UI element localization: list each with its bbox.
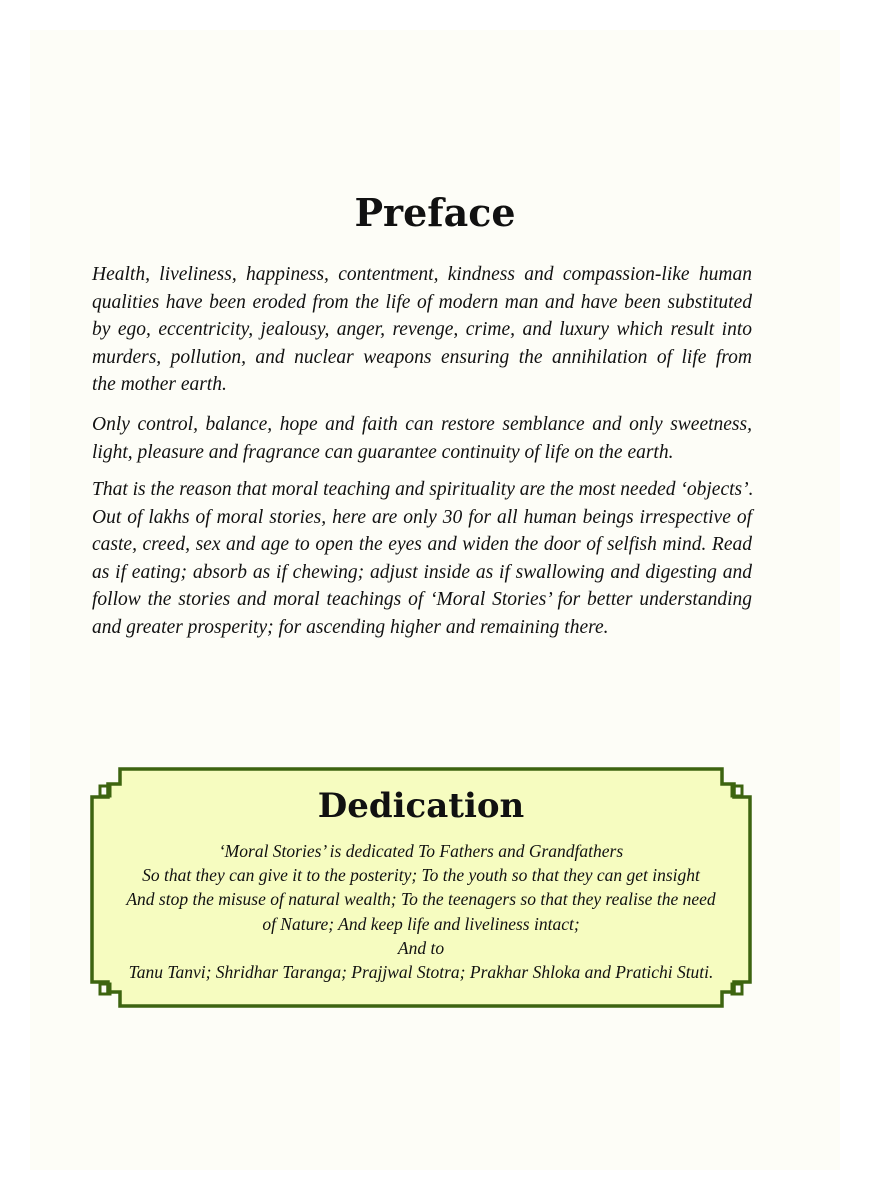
dedication-line: ‘Moral Stories’ is dedicated To Fathers and Grandfathers <box>218 841 624 861</box>
preface-paragraph-3 <box>92 476 752 642</box>
dedication-line: of Nature; And keep life and liveliness intact; <box>262 913 580 934</box>
preface-paragraph-2 <box>92 411 752 466</box>
preface-title: Preface <box>354 190 516 235</box>
text-line: Out of lakhs of moral stories, here are only 30 for all human beings irrespective of <box>92 506 752 528</box>
preface-paragraph-1 <box>92 261 752 399</box>
text-line: Only control, balance, hope and faith can restore semblance and only sweetness, <box>92 414 752 435</box>
dedication-line: Tanu Tanvi; Shridhar Taranga; Prajjwal Stotra; Prakhar Shloka and Pratichi Stuti. <box>128 962 714 983</box>
text-line: murders, pollution, and nuclear weapons ensuring the annihilation of life from <box>92 346 752 368</box>
text-line: That is the reason that moral teaching and spirituality are the most needed ‘objects’. <box>92 479 754 500</box>
dedication-line: And to <box>397 937 445 958</box>
dedication-line: And stop the misuse of natural wealth; To the teenagers so that they realise the need <box>126 889 716 910</box>
dedication-title: Dedication <box>317 786 525 826</box>
text-line: qualities have been eroded from the life of modern man and have been substituted <box>92 291 752 313</box>
text-line: light, pleasure and fragrance can guarantee continuity of life on the earth. <box>92 441 674 463</box>
dedication-text <box>88 839 754 984</box>
dedication-box <box>88 766 754 1010</box>
text-line: as if eating; absorb as if chewing; adjust inside as if swallowing and digesting and <box>92 561 752 583</box>
text-line: caste, creed, sex and age to open the eyes and widen the door of selfish mind. Read <box>92 534 752 556</box>
dedication-line: So that they can give it to the posterity; To the youth so that they can get insight <box>142 865 700 886</box>
text-line: follow the stories and moral teachings of ‘Moral Stories’ for better understanding <box>92 589 752 611</box>
text-line: and greater prosperity; for ascending higher and remaining there. <box>92 616 609 638</box>
text-line: by ego, eccentricity, jealousy, anger, revenge, crime, and luxury which result into <box>92 319 752 341</box>
text-line: the mother earth. <box>92 374 227 396</box>
text-line: Health, liveliness, happiness, contentment, kindness and compassion-like human <box>92 264 752 285</box>
